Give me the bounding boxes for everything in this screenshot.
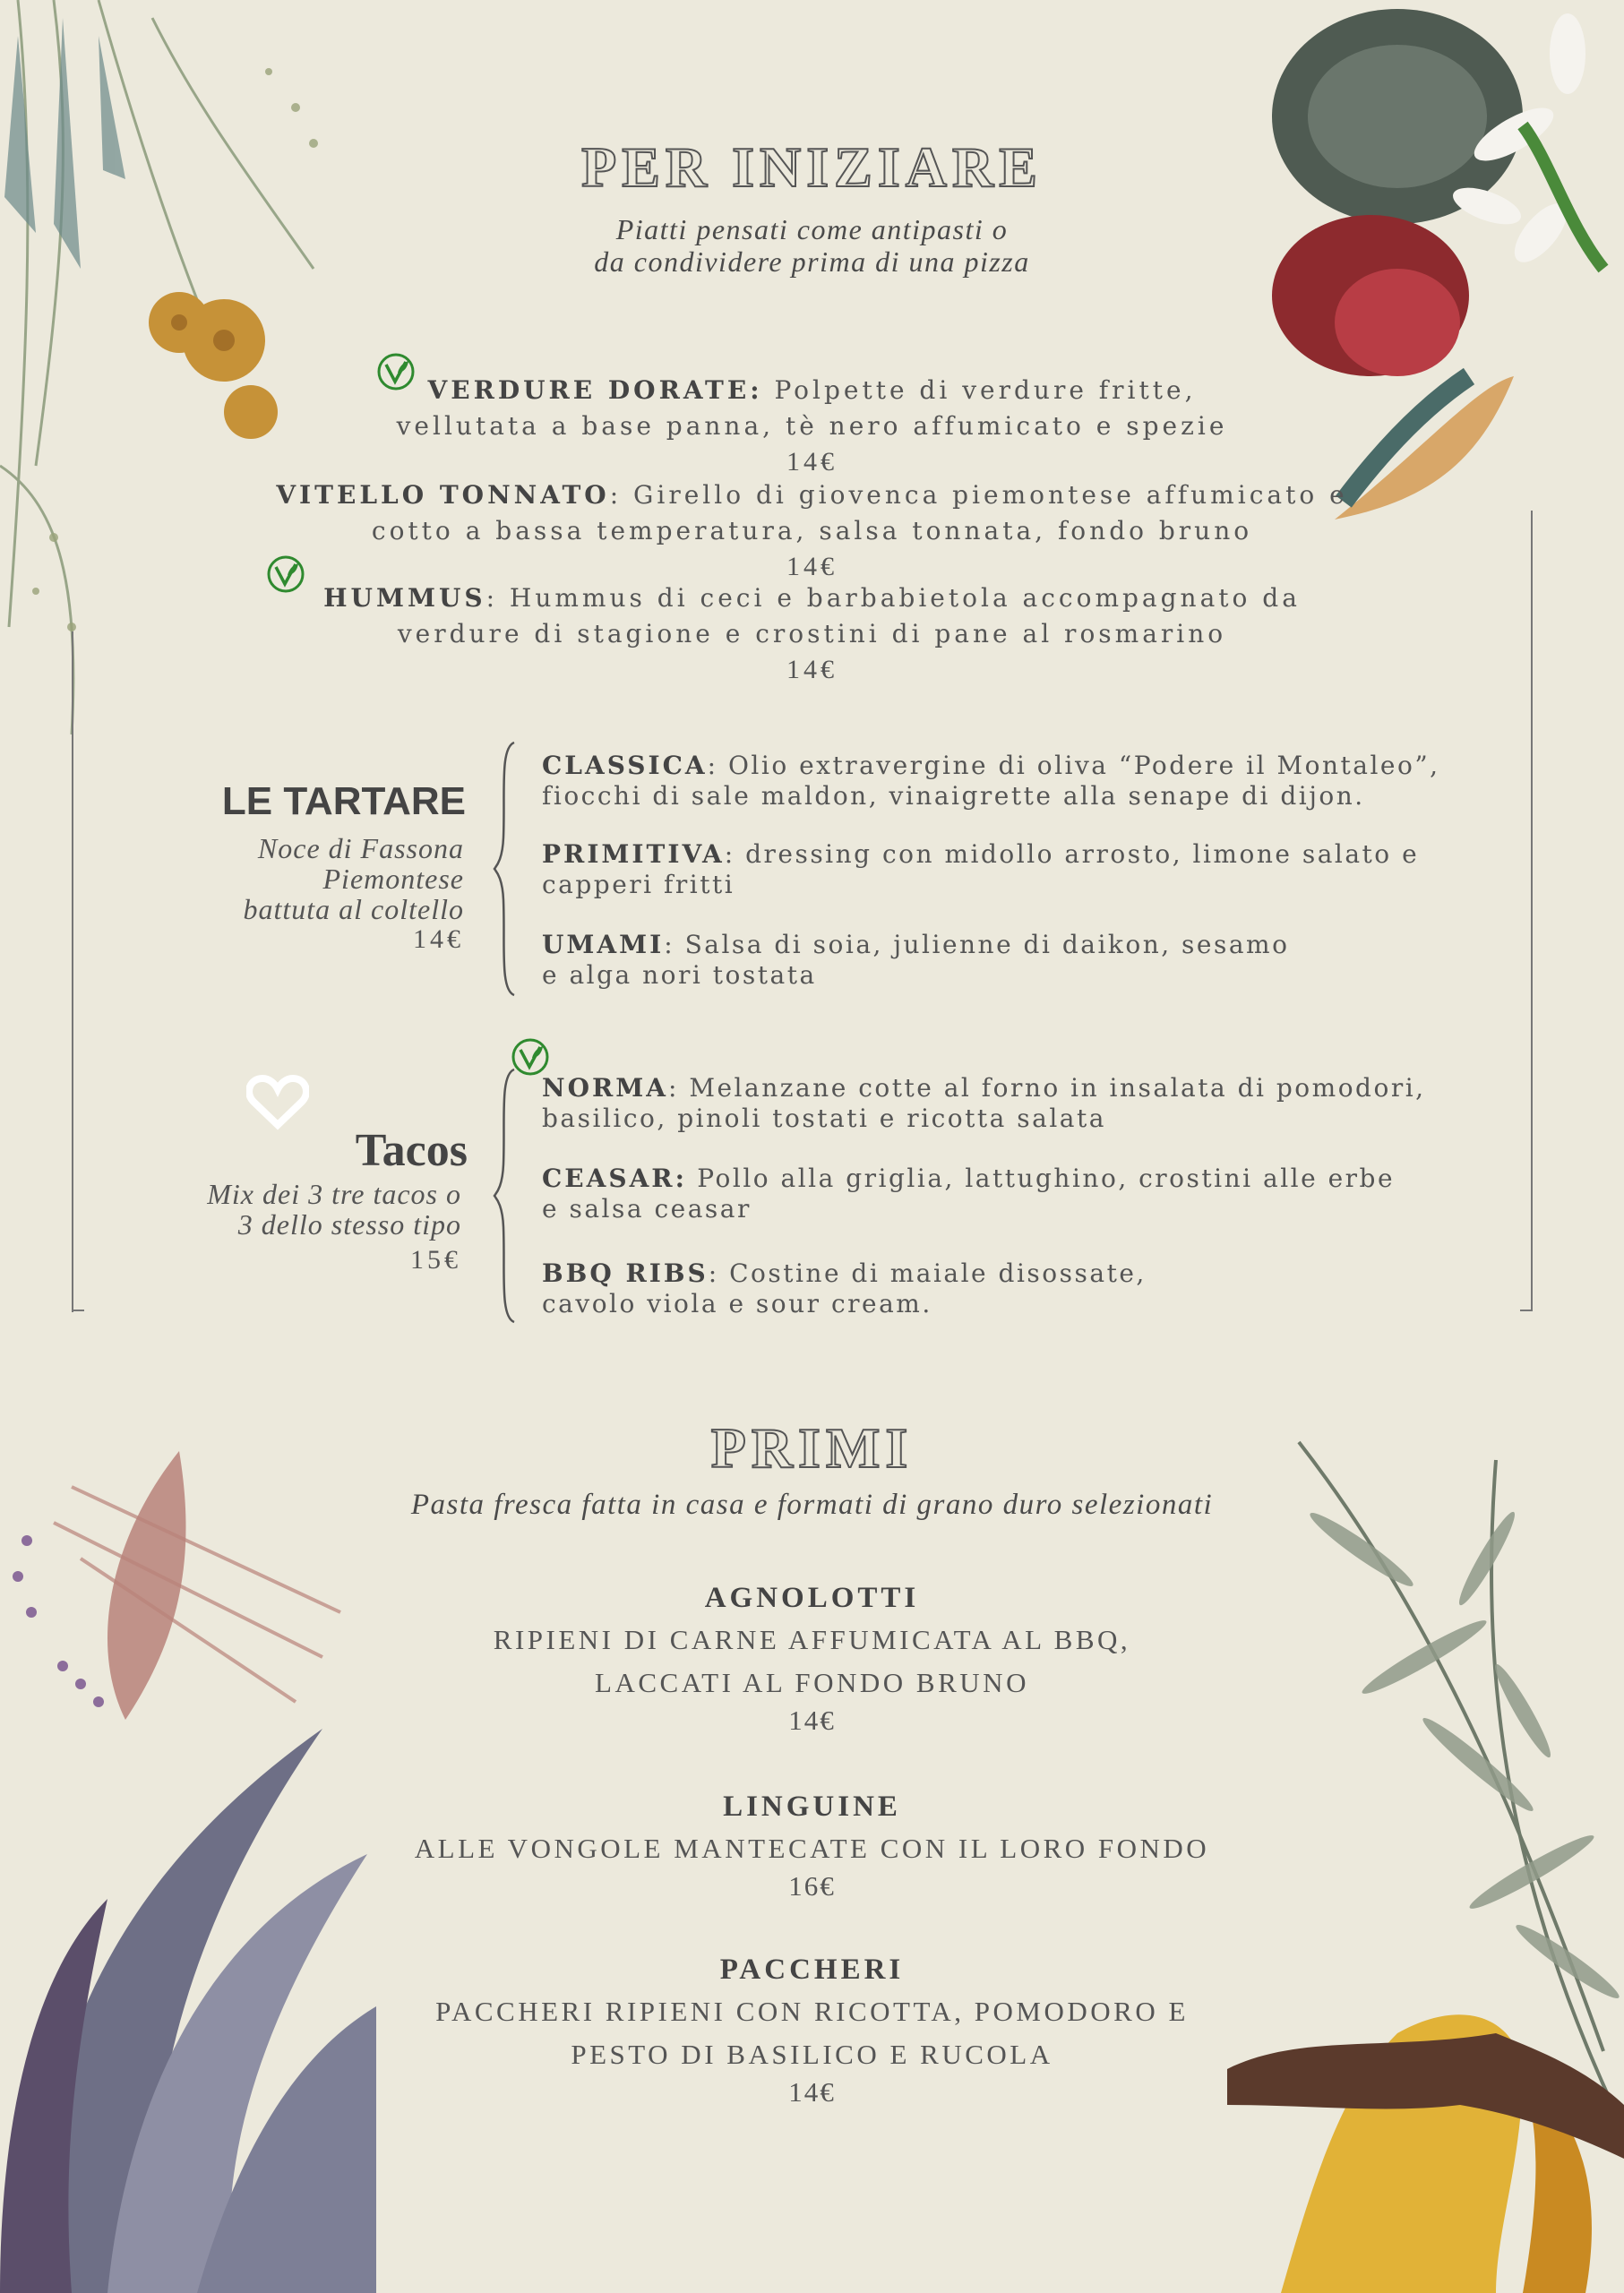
section-title-per-iniziare: PER INIZIARE — [581, 135, 1043, 199]
item-name: UMAMI — [542, 930, 665, 959]
item-description: fiocchi di sale maldon, vinaigrette alla senape di dijon. — [542, 781, 1365, 811]
primi-description: RIPIENI DI CARNE AFFUMICATA AL BBQ, — [493, 1624, 1131, 1655]
tartare-item-umami — [542, 930, 1536, 991]
tacos-item-ceasar — [542, 1164, 1536, 1224]
dish-price: 14€ — [786, 655, 838, 684]
item-description: : Costine di maiale disossate, — [708, 1258, 1147, 1288]
item-name: BBQ RIBS — [542, 1258, 709, 1288]
tartare-brace — [493, 739, 520, 999]
item-description: : Salsa di soia, julienne di daikon, sesamo — [664, 930, 1290, 959]
section-subtitle-primi: Pasta fresca fatta in casa e formati di grano duro selezionati — [410, 1489, 1214, 1521]
primi-item-linguine — [0, 1791, 1624, 1902]
frame-left-foot — [72, 1310, 84, 1311]
tacos-brace — [493, 1066, 520, 1326]
item-description: : Olio extravergine di oliva “Podere il Montaleo”, — [707, 751, 1440, 780]
item-name: NORMA — [542, 1073, 668, 1103]
tartare-subtitle-line: battuta al coltello — [243, 893, 464, 925]
item-description: : dressing con midollo arrosto, limone salato e — [724, 839, 1420, 869]
tacos-subtitle-line: 3 dello stesso tipo — [237, 1208, 461, 1241]
dish-vitello-tonnato — [90, 477, 1534, 585]
tacos-subtitle — [134, 1179, 461, 1275]
section-title-tartare: LE TARTARE — [221, 779, 466, 823]
item-description: e salsa ceasar — [542, 1194, 752, 1224]
item-name: PRIMITIVA — [542, 839, 725, 869]
frame-left-line — [72, 631, 73, 1312]
tartare-subtitle-line: Piemontese — [322, 863, 464, 895]
primi-item-paccheri — [0, 1954, 1624, 2108]
tacos-item-bbq-ribs — [542, 1258, 1536, 1319]
section-title-primi: PRIMI — [710, 1416, 914, 1480]
primi-name: PACCHERI — [719, 1954, 905, 1986]
dish-price: 14€ — [786, 552, 838, 581]
dish-name: VERDURE DORATE: — [427, 375, 763, 405]
primi-name: AGNOLOTTI — [704, 1582, 920, 1614]
primi-description: PACCHERI RIPIENI CON RICOTTA, POMODORO E — [435, 1996, 1189, 2027]
dish-description: : Hummus di ceci e barbabietola accompagnato da — [485, 583, 1301, 613]
subtitle-line-1: Piatti pensati come antipasti o — [615, 213, 1009, 245]
primi-description: PESTO DI BASILICO E RUCOLA — [571, 2039, 1053, 2070]
primi-description: ALLE VONGOLE MANTECATE CON IL LORO FONDO — [414, 1833, 1210, 1864]
item-name: CLASSICA — [542, 751, 708, 780]
tartare-subtitle-line: Noce di Fassona — [257, 832, 464, 864]
subtitle-line-2: da condividere prima di una pizza — [594, 245, 1030, 278]
item-description: e alga nori tostata — [542, 960, 817, 990]
primi-description: LACCATI AL FONDO BRUNO — [595, 1667, 1029, 1698]
primi-name: LINGUINE — [723, 1791, 901, 1823]
item-description: capperi fritti — [542, 870, 735, 899]
primi-item-agnolotti — [0, 1582, 1624, 1737]
tartare-item-primitiva — [542, 839, 1536, 900]
item-description: basilico, pinoli tostati e ricotta salata — [542, 1104, 1106, 1133]
tacos-subtitle-line: Mix dei 3 tre tacos o — [207, 1178, 461, 1210]
primi-price: 14€ — [788, 1705, 836, 1736]
dish-name: HUMMUS — [323, 583, 486, 613]
dish-description: Polpette di verdure fritte, — [762, 375, 1197, 405]
primi-price: 16€ — [788, 1870, 836, 1902]
heart-icon — [246, 1073, 309, 1130]
dish-hummus — [90, 580, 1534, 688]
tartare-price: 14€ — [413, 924, 464, 954]
dish-description: vellutata a base panna, tè nero affumicato e spezie — [396, 411, 1228, 441]
dish-verdure-dorate — [90, 373, 1534, 480]
item-description: cavolo viola e sour cream. — [542, 1289, 932, 1318]
section-subtitle-per-iniziare — [0, 213, 1624, 278]
tartare-item-classica — [542, 751, 1536, 812]
dish-price: 14€ — [786, 447, 838, 477]
item-name: CEASAR: — [542, 1164, 687, 1193]
section-title-tacos: Tacos — [355, 1125, 468, 1176]
tacos-item-norma — [542, 1073, 1536, 1134]
dish-description: : Girello di giovenca piemontese affumicato e — [609, 480, 1348, 510]
item-description: Pollo alla griglia, lattughino, crostini alle erbe — [686, 1164, 1396, 1193]
tacos-price: 15€ — [410, 1245, 461, 1275]
dish-name: VITELLO TONNATO — [276, 480, 610, 510]
dish-description: cotto a bassa temperatura, salsa tonnata, fondo bruno — [371, 516, 1253, 545]
item-description: : Melanzane cotte al forno in insalata di pomodori, — [667, 1073, 1426, 1103]
dish-description: verdure di stagione e crostini di pane al rosmarino — [397, 619, 1227, 648]
tartare-subtitle — [143, 833, 464, 955]
primi-price: 14€ — [788, 2076, 836, 2108]
